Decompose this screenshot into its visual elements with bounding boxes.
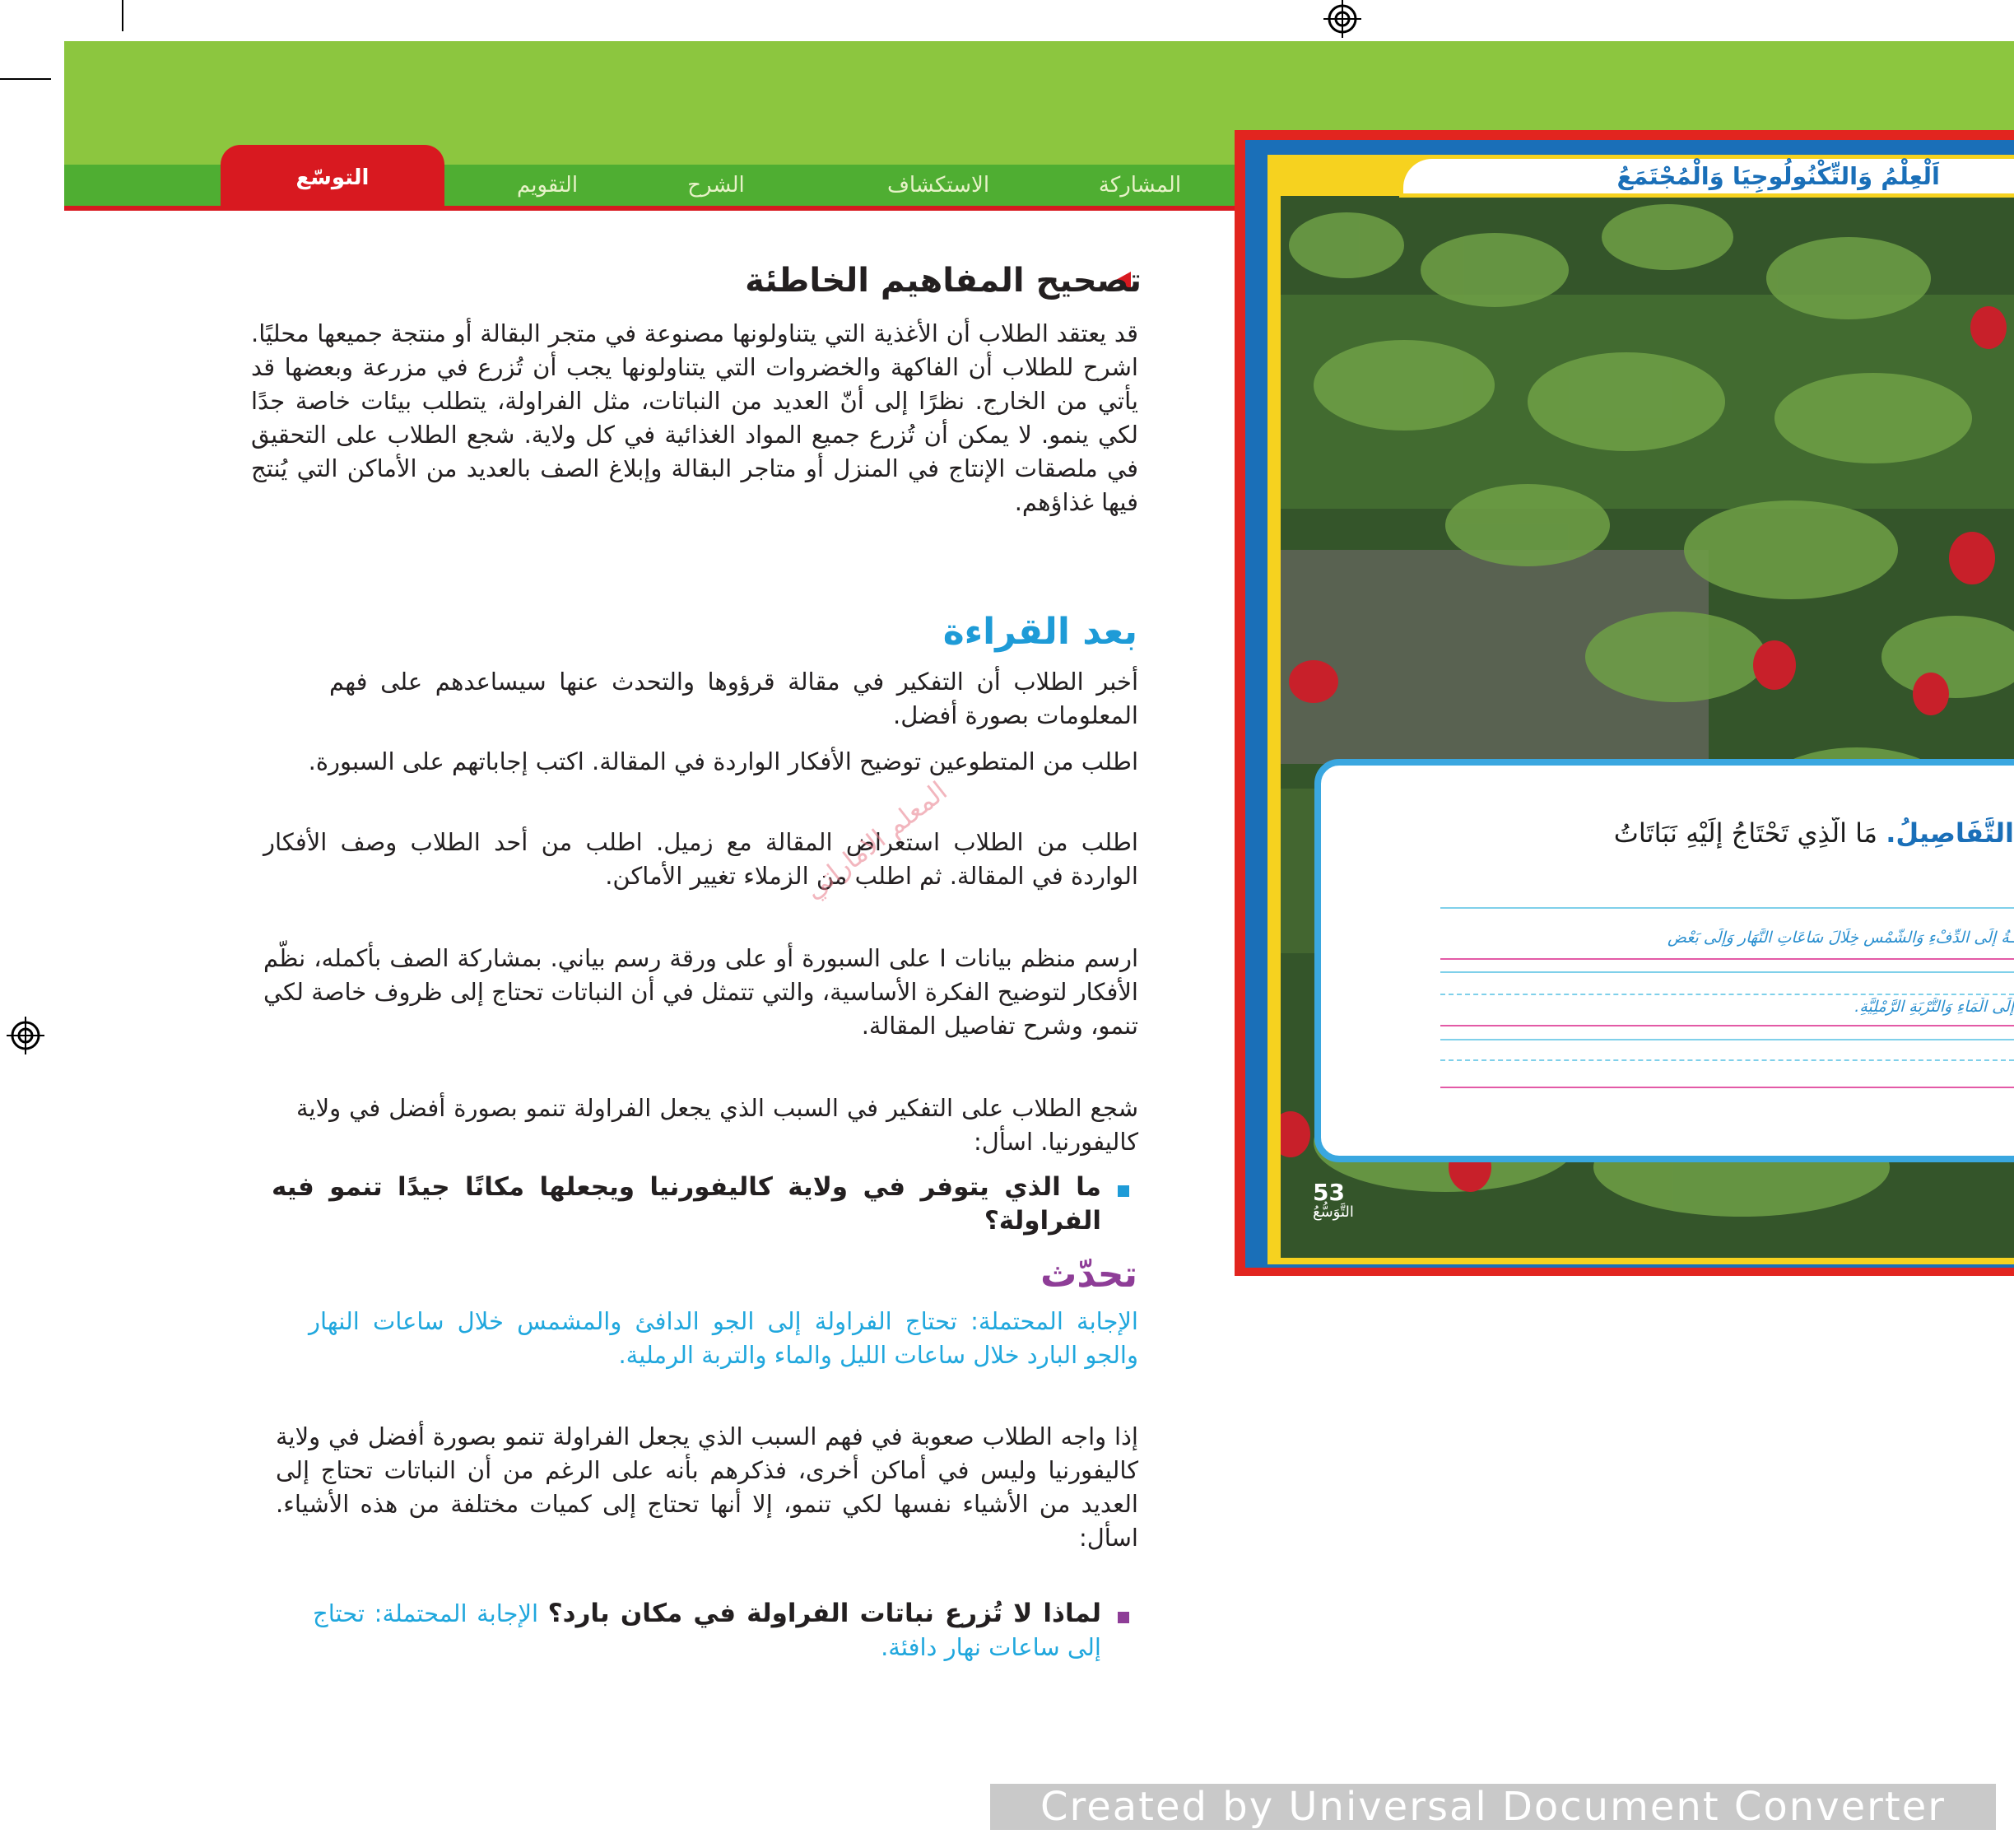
- bullet-icon: [1118, 1612, 1129, 1623]
- handwritten-answer-1: ـةُ إِلَى الدِّفْءِ وَالشَّمْسِ خِلَالَ سَاعَاتِ النَّهَارِ وَإِلَى بَعْضِ: [1667, 929, 2014, 947]
- answer-line: [1440, 971, 2014, 973]
- tab-extend[interactable]: التوسّع: [221, 145, 444, 206]
- crop-mark-vertical: [122, 0, 123, 31]
- tab-engage[interactable]: المشاركة: [1098, 173, 1182, 198]
- talk-question: لماذا لا تُزرع نباتات الفراولة في مكان بارد؟: [547, 1599, 1102, 1628]
- after-reading-p2: اطلب من المتطوعين توضيح الأفكار الواردة في المقالة. اكتب إجاباتهم على السبورة.: [308, 747, 1138, 775]
- answer-line: [1440, 958, 2014, 960]
- watermark: المعلم الاماراتي: [798, 775, 953, 905]
- page-number: 53: [1313, 1179, 1345, 1206]
- answer-line: [1440, 907, 2014, 909]
- tab-evaluate[interactable]: التقويم: [516, 173, 579, 198]
- misconceptions-heading: تصحيح المفاهيم الخاطئة: [745, 262, 1142, 300]
- talk-answer: الإجابة المحتملة: تحتاج الفراولة إلى الجو الدافئ والمشمس خلال ساعات النهار والجو البارد خلال ساعات الليل والماء والتربة الرملية.: [309, 1307, 1138, 1369]
- after-reading-p3: اطلب من الطلاب استعراض المقالة مع زميل. اطلب من أحد الطلاب وصف الأفكار الواردة في المقالة. ثم اطلب من الزملاء تغيير الأماكن.: [263, 828, 1138, 890]
- talk-question-block: [313, 1597, 1101, 1664]
- registration-mark-icon: [1323, 0, 1361, 38]
- after-reading-heading: بعد القراءة: [942, 611, 1137, 653]
- after-reading-p1: أخبر الطلاب أن التفكير في مقالة قرؤوها والتحدث عنها سيساعدهم على فهم المعلومات بصورة أفضل.: [329, 668, 1138, 729]
- tab-explain[interactable]: الشرح: [687, 173, 745, 198]
- after-reading-question: ما الذي يتوفر في ولاية كاليفورنيا ويجعلها مكانًا جيدًا تنمو فيه الفراولة؟: [272, 1172, 1101, 1236]
- card-question-text: مَا الَّذِي تَحْتَاجُ إِلَيْهِ نَبَاتَاتُ: [1613, 817, 1878, 849]
- after-reading-p5: شجع الطلاب على التفكير في السبب الذي يجعل الفراولة تنمو بصورة أفضل في ولاية كاليفورنيا. اسأل:: [296, 1094, 1138, 1156]
- handwritten-answer-2: إِلَى الْمَاءِ وَالتُّرْبَةِ الرَّمْلِيَّةِ.: [1854, 998, 2014, 1016]
- answer-line: [1440, 1059, 2014, 1061]
- tab-explore[interactable]: الاستكشاف: [886, 173, 990, 198]
- misconceptions-body: قد يعتقد الطلاب أن الأغذية التي يتناولونها مصنوعة في متجر البقالة أو منتجة جميعها محليًا. اشرح للطلاب أن الفاكهة والخضروات التي يتناولونها يجب أن تُزرع في مزرعة وبعضها قد يأتي من الخارج. نظرًا إلى أنّ العديد من النباتات، مثل الفراولة، يتطلب بيئات خاصة جدًا لكي ينمو. لا يمكن أن تُزرع جميع المواد الغذائية في كل ولاية. شجع الطلاب على التحقيق في ملصقات الإنتاج في المنزل أو متاجر البقالة وإبلاغ الصف بالعديد من الأماكن التي يُنتج فيها غذاؤهم.: [251, 319, 1138, 516]
- crop-mark-horizontal: [0, 78, 51, 80]
- answer-line: [1440, 1025, 2014, 1026]
- registration-mark-icon: [7, 1017, 44, 1054]
- answer-line: [1440, 1039, 2014, 1040]
- converter-banner-text: Created by Universal Document Converter: [1040, 1784, 1946, 1830]
- book-strip-title: اَلْعِلْمُ وَالتِّكْنُولُوجِيَا وَالْمُجْتَمَعُ: [1616, 162, 1940, 190]
- page-section-label: التَّوَسُّعُ: [1313, 1203, 1354, 1221]
- talk-p1: إذا واجه الطلاب صعوبة في فهم السبب الذي يجعل الفراولة تنمو بصورة أفضل في ولاية كاليفورنيا وليس في أماكن أخرى، فذكرهم بأنه على الرغم من أن النباتات تحتاج إلى العديد من الأشياء نفسها لكي تنمو، إلا أنها تحتاج إلى كميات مختلفة من هذه الأشياء. اسأل:: [276, 1422, 1138, 1552]
- answer-line: [1440, 1087, 2014, 1088]
- answer-line: [1440, 994, 2014, 995]
- card-question-prefix: التَّفَاصِيلُ.: [1886, 817, 2014, 849]
- card-question: [1317, 817, 2014, 849]
- bullet-icon: [1118, 1185, 1129, 1197]
- talk-heading: تحدّث: [1040, 1254, 1137, 1296]
- talk-question-answer: الإجابة المحتملة: تحتاج إلى ساعات نهار دافئة.: [313, 1599, 1101, 1661]
- after-reading-p4: ارسم منظم بيانات I على السبورة أو على ورقة رسم بياني. بمشاركة الصف بأكمله، نظّم الأفكار لتوضيح الفكرة الأساسية، والتي تتمثل في أن النباتات تحتاج إلى ظروف خاصة لكي تنمو، وشرح تفاصيل المقالة.: [263, 944, 1139, 1040]
